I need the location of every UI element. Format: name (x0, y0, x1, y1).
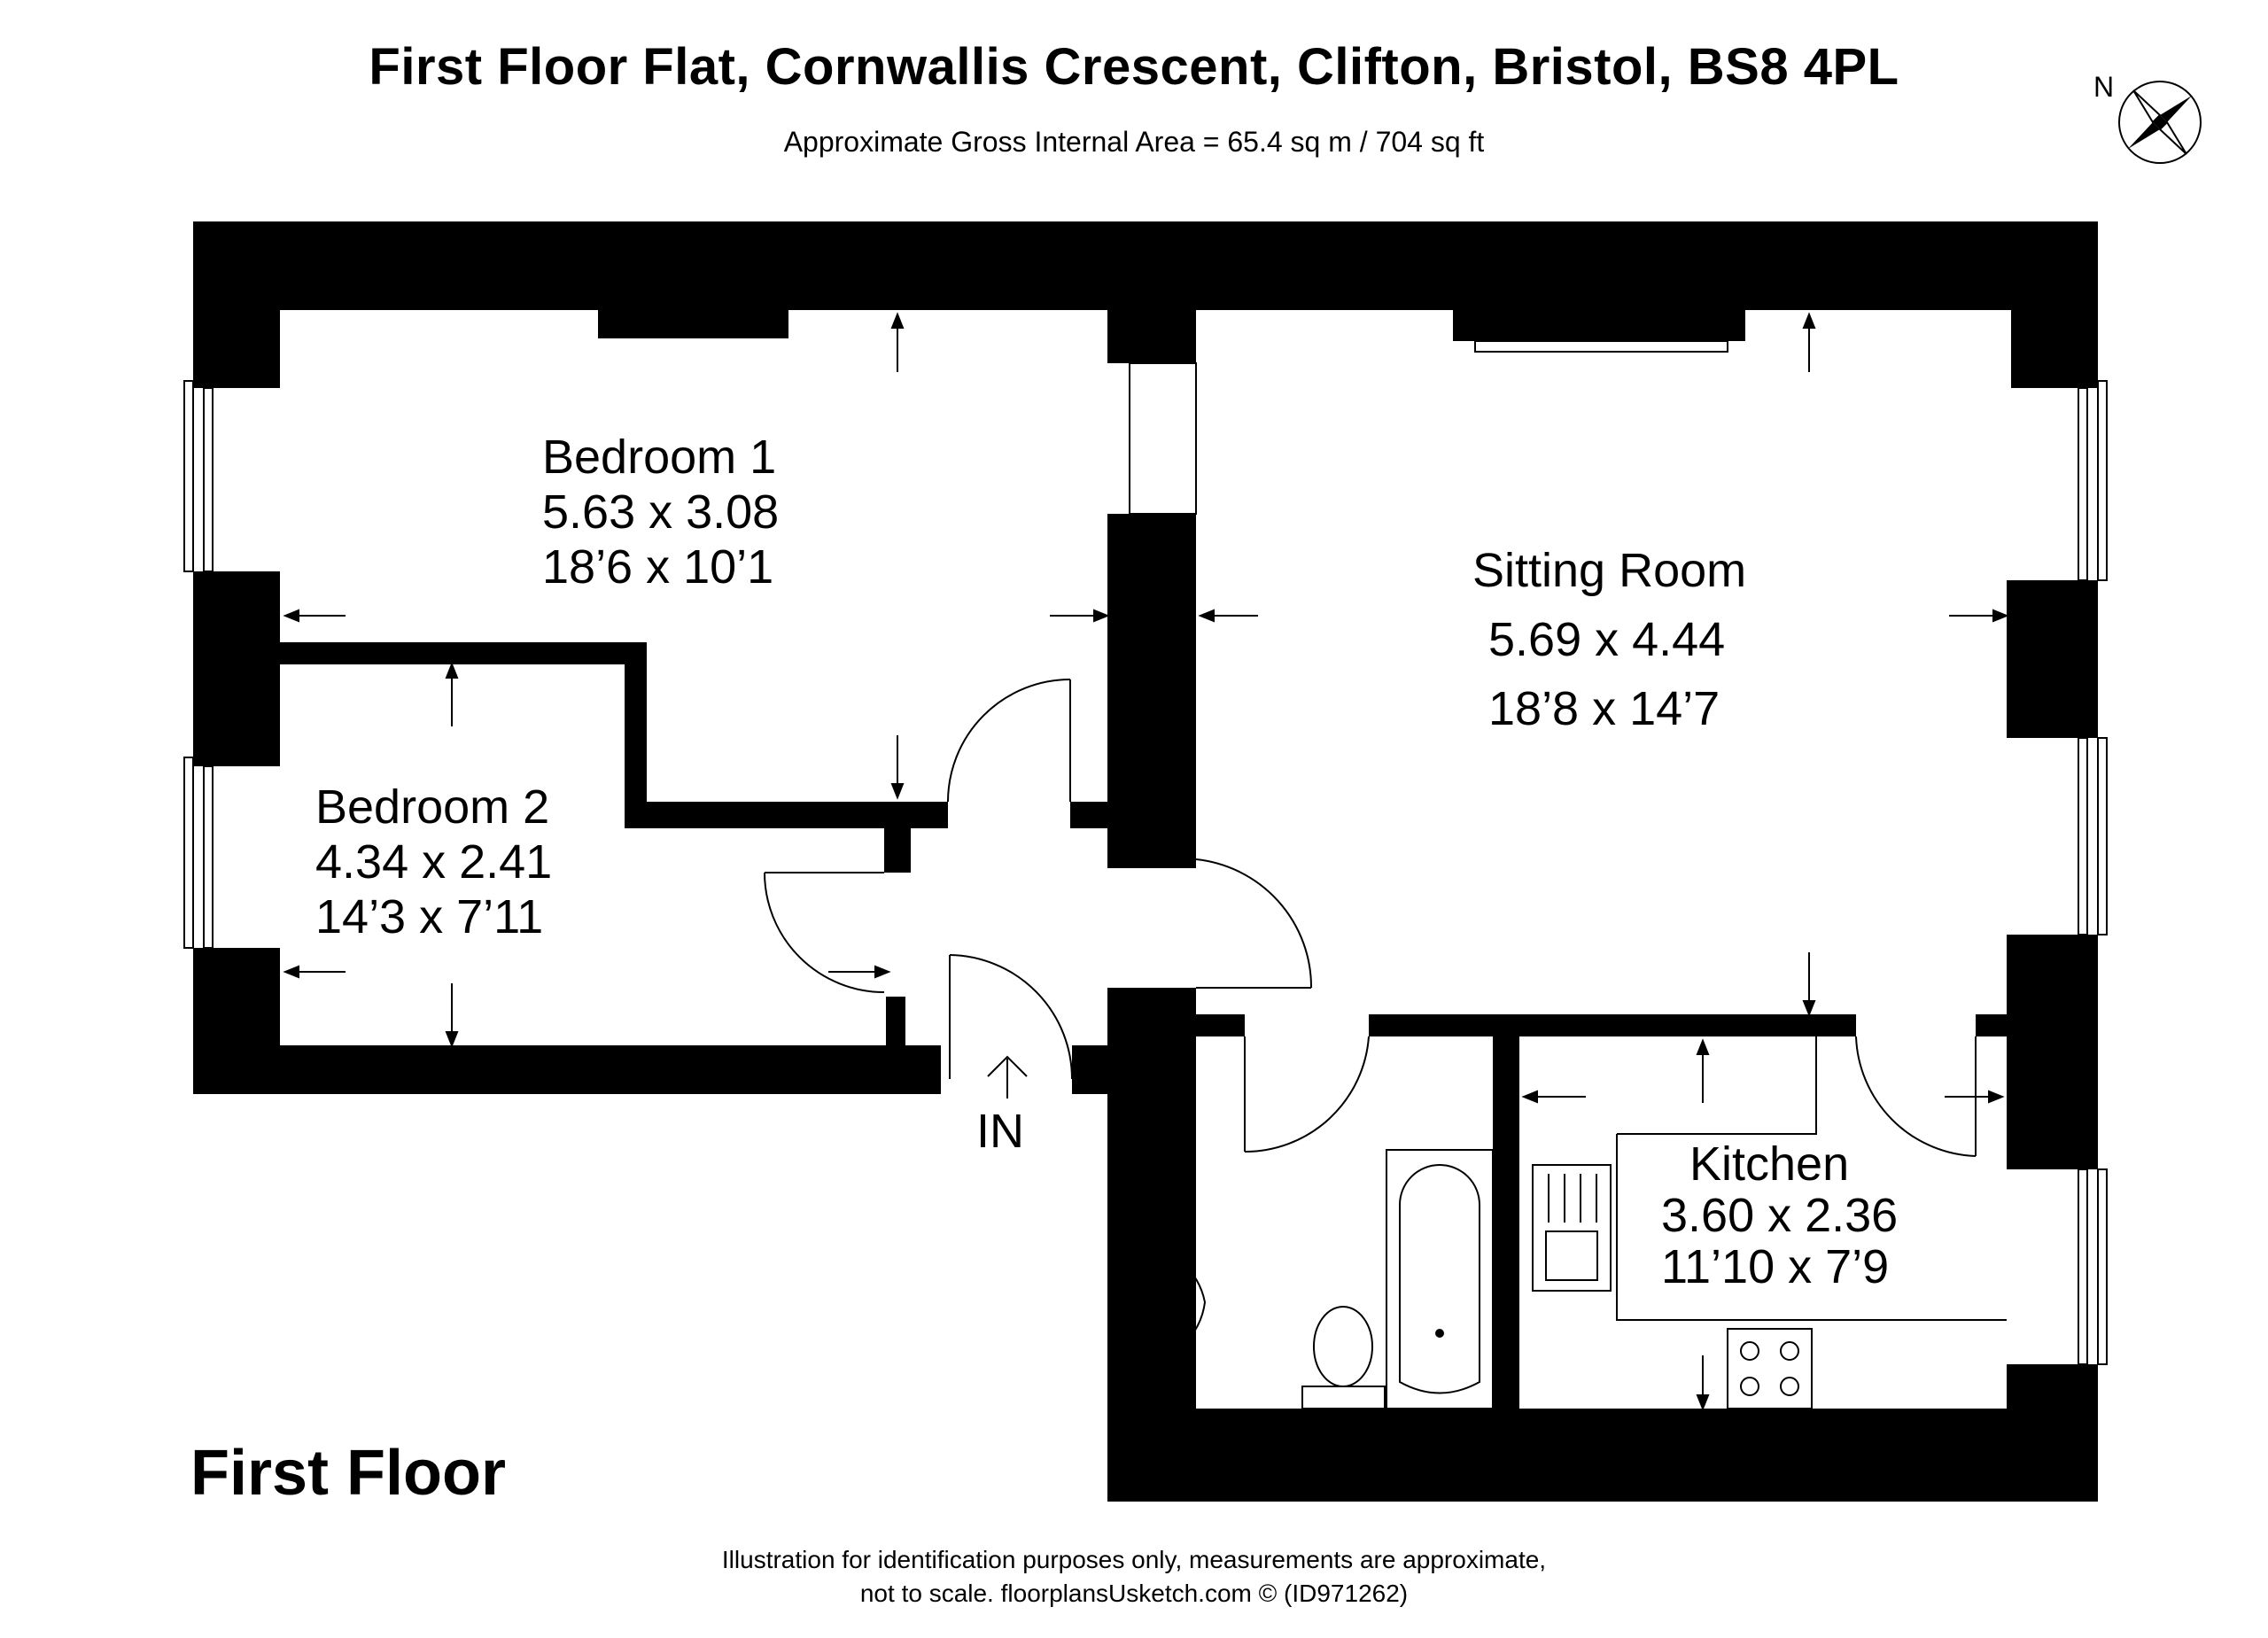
room-bedroom-1 (542, 430, 779, 594)
room-metric: 5.69 x 4.44 (1488, 613, 1726, 666)
room-name: Bedroom 2 (315, 780, 550, 834)
floor-label: First Floor (190, 1438, 506, 1509)
gross-area: Approximate Gross Internal Area = 65.4 sq m / 704 sq ft (783, 126, 1485, 158)
room-metric: 4.34 x 2.41 (315, 835, 553, 889)
entrance-label: IN (976, 1105, 1024, 1158)
plan-title: First Floor Flat, Cornwallis Crescent, Clifton, Bristol, BS8 4PL (369, 38, 1899, 96)
north-label: N (2093, 71, 2115, 103)
entrance-arrow (988, 1057, 1027, 1098)
disclaimer-line-2: not to scale. floorplansUsketch.com © (ID971262) (859, 1580, 1409, 1607)
disclaimer (0, 1543, 2268, 1611)
room-metric: 3.60 x 2.36 (1661, 1189, 1899, 1242)
room-imperial: 14’3 x 7’11 (315, 890, 544, 943)
room-bedroom-2 (315, 780, 552, 944)
room-imperial: 11’10 x 7’9 (1661, 1240, 1890, 1293)
room-imperial: 18’6 x 10’1 (542, 540, 774, 594)
room-name: Sitting Room (1472, 544, 1747, 597)
door-swings (765, 679, 1976, 1156)
room-sitting-room (1472, 536, 1746, 743)
room-name: Kitchen (1689, 1137, 1850, 1191)
disclaimer-line-1: Illustration for identification purposes only, measurements are approximate, (721, 1546, 1547, 1573)
room-kitchen (1661, 1138, 1898, 1293)
room-name: Bedroom 1 (542, 431, 777, 484)
room-imperial: 18’8 x 14’7 (1488, 682, 1720, 735)
room-metric: 5.63 x 3.08 (542, 485, 780, 539)
